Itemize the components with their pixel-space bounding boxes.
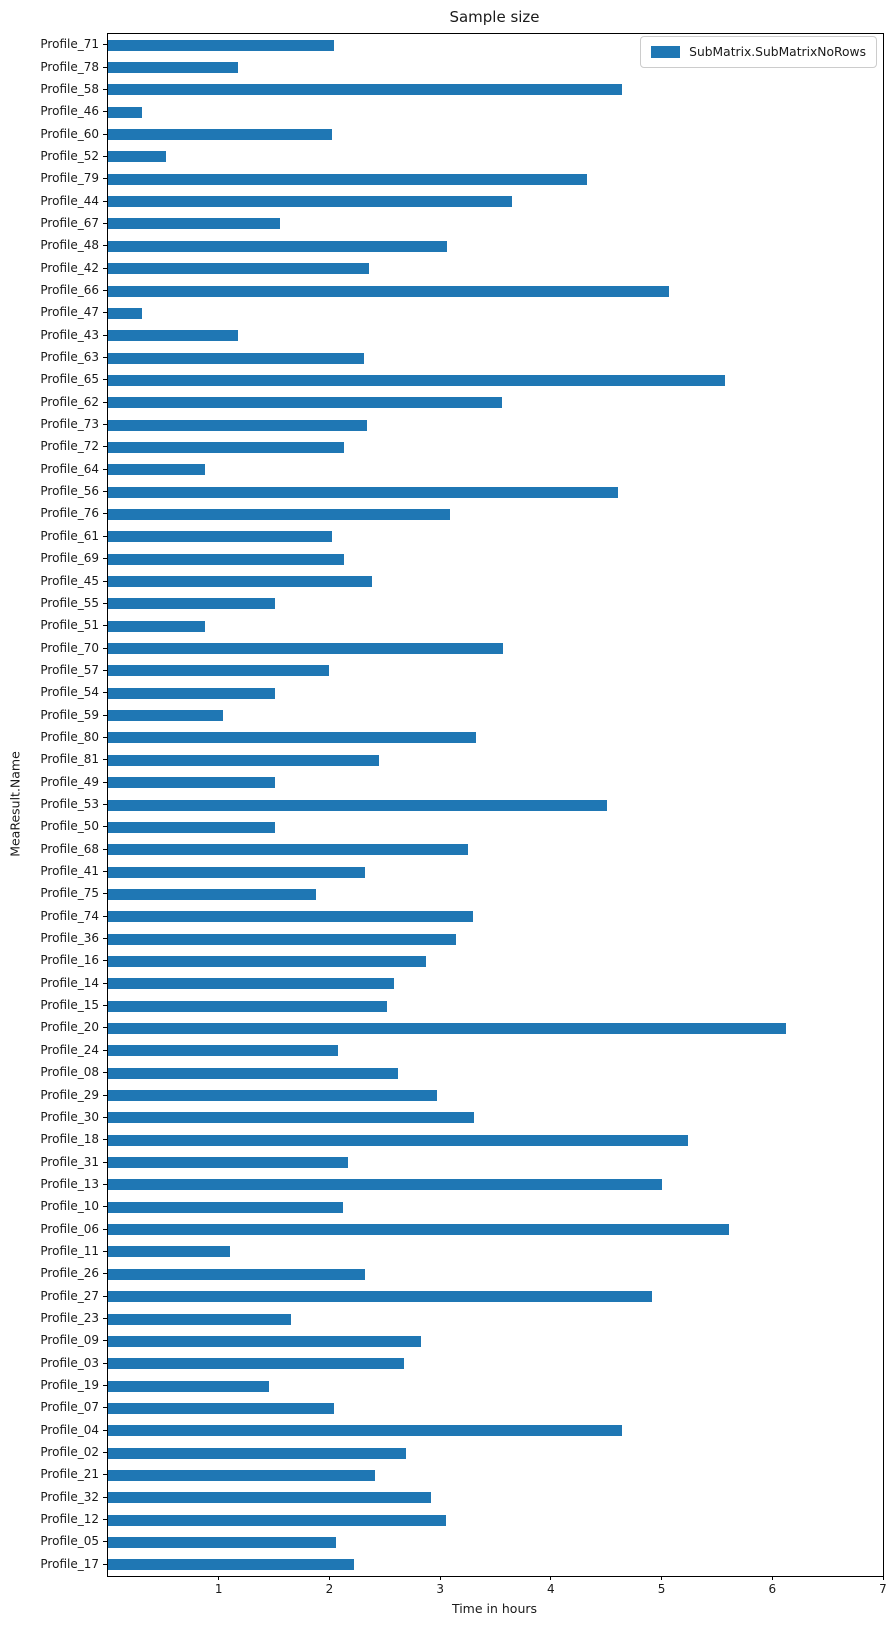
- bar: [108, 1515, 446, 1526]
- bar: [108, 755, 379, 766]
- y-tick-label: Profile_56: [40, 484, 99, 499]
- y-tick-label: Profile_41: [40, 864, 99, 879]
- y-tick-mark: [103, 983, 107, 984]
- y-tick-label: Profile_02: [40, 1445, 99, 1460]
- bar: [108, 800, 607, 811]
- bar: [108, 688, 275, 699]
- y-tick-label: Profile_30: [40, 1109, 99, 1124]
- y-tick-mark: [103, 893, 107, 894]
- y-tick-mark: [103, 603, 107, 604]
- y-tick-label: Profile_43: [40, 327, 99, 342]
- y-tick-mark: [103, 849, 107, 850]
- y-tick-label: Profile_13: [40, 1176, 99, 1191]
- y-tick-mark: [103, 469, 107, 470]
- x-tick-mark: [440, 1576, 441, 1580]
- y-tick-label: Profile_42: [40, 260, 99, 275]
- bar: [108, 867, 365, 878]
- bar: [108, 710, 223, 721]
- y-tick-label: Profile_62: [40, 394, 99, 409]
- y-tick-mark: [103, 1541, 107, 1542]
- bar: [108, 1090, 437, 1101]
- bar: [108, 1045, 338, 1056]
- y-tick-label: Profile_54: [40, 685, 99, 700]
- y-tick-label: Profile_17: [40, 1556, 99, 1571]
- y-tick-mark: [103, 67, 107, 68]
- y-tick-label: Profile_50: [40, 819, 99, 834]
- y-tick-mark: [103, 245, 107, 246]
- bar: [108, 1336, 421, 1347]
- bar: [108, 62, 238, 73]
- y-tick-mark: [103, 737, 107, 738]
- bar: [108, 286, 669, 297]
- y-tick-label: Profile_79: [40, 171, 99, 186]
- bar: [108, 1224, 729, 1235]
- bar: [108, 889, 316, 900]
- bar: [108, 464, 205, 475]
- bar: [108, 598, 275, 609]
- bar: [108, 1559, 354, 1570]
- y-tick-mark: [103, 1497, 107, 1498]
- y-tick-label: Profile_09: [40, 1333, 99, 1348]
- y-tick-label: Profile_11: [40, 1243, 99, 1258]
- x-tick-mark: [883, 1576, 884, 1580]
- y-tick-mark: [103, 558, 107, 559]
- y-tick-mark: [103, 111, 107, 112]
- y-tick-mark: [103, 1117, 107, 1118]
- bar: [108, 1246, 230, 1257]
- y-tick-mark: [103, 491, 107, 492]
- x-tick-label: 1: [214, 1582, 223, 1596]
- bar: [108, 621, 205, 632]
- y-tick-mark: [103, 134, 107, 135]
- x-tick-mark: [550, 1576, 551, 1580]
- y-tick-mark: [103, 290, 107, 291]
- bar: [108, 911, 473, 922]
- y-tick-label: Profile_70: [40, 640, 99, 655]
- y-tick-mark: [103, 513, 107, 514]
- y-tick-label: Profile_81: [40, 752, 99, 767]
- bar: [108, 822, 275, 833]
- bar: [108, 777, 275, 788]
- y-tick-mark: [103, 1363, 107, 1364]
- y-tick-mark: [103, 156, 107, 157]
- bar: [108, 84, 622, 95]
- bar: [108, 1179, 662, 1190]
- y-tick-label: Profile_27: [40, 1288, 99, 1303]
- x-tick-mark: [772, 1576, 773, 1580]
- y-tick-mark: [103, 1027, 107, 1028]
- y-tick-label: Profile_18: [40, 1132, 99, 1147]
- y-tick-mark: [103, 625, 107, 626]
- y-tick-label: Profile_80: [40, 729, 99, 744]
- bar: [108, 1492, 431, 1503]
- bar: [108, 1068, 398, 1079]
- bar: [108, 1381, 269, 1392]
- y-tick-mark: [103, 1206, 107, 1207]
- y-tick-mark: [103, 1251, 107, 1252]
- y-tick-mark: [103, 201, 107, 202]
- y-tick-label: Profile_61: [40, 528, 99, 543]
- bar: [108, 129, 332, 140]
- bar: [108, 1001, 387, 1012]
- bar: [108, 554, 344, 565]
- legend-swatch: [651, 46, 680, 58]
- y-axis-label: MeaResult.Name: [7, 751, 23, 857]
- y-tick-mark: [103, 759, 107, 760]
- bar: [108, 1448, 406, 1459]
- y-tick-label: Profile_15: [40, 998, 99, 1013]
- y-tick-label: Profile_67: [40, 215, 99, 230]
- legend-label: SubMatrix.SubMatrixNoRows: [689, 45, 866, 59]
- y-tick-mark: [103, 916, 107, 917]
- y-tick-mark: [103, 648, 107, 649]
- y-tick-mark: [103, 782, 107, 783]
- y-tick-label: Profile_66: [40, 283, 99, 297]
- y-tick-mark: [103, 1072, 107, 1073]
- y-tick-mark: [103, 178, 107, 179]
- bar: [108, 375, 725, 386]
- x-tick-label: 2: [325, 1582, 334, 1596]
- y-tick-mark: [103, 446, 107, 447]
- y-tick-label: Profile_20: [40, 1020, 99, 1035]
- bar: [108, 1157, 348, 1168]
- y-tick-mark: [103, 312, 107, 313]
- plot-area: [107, 33, 884, 1577]
- y-tick-label: Profile_19: [40, 1378, 99, 1393]
- bar: [108, 732, 476, 743]
- y-tick-mark: [103, 871, 107, 872]
- y-tick-mark: [103, 826, 107, 827]
- y-tick-label: Profile_71: [40, 37, 99, 52]
- bar: [108, 956, 426, 967]
- y-tick-label: Profile_60: [40, 126, 99, 141]
- y-tick-label: Profile_69: [40, 551, 99, 566]
- y-tick-mark: [103, 1430, 107, 1431]
- y-tick-label: Profile_53: [40, 797, 99, 811]
- bar: [108, 330, 238, 341]
- bar: [108, 308, 142, 319]
- y-tick-mark: [103, 804, 107, 805]
- y-tick-mark: [103, 960, 107, 961]
- x-tick-label: 3: [436, 1582, 444, 1596]
- y-tick-mark: [103, 335, 107, 336]
- y-tick-mark: [103, 1385, 107, 1386]
- y-tick-mark: [103, 1184, 107, 1185]
- y-tick-mark: [103, 1474, 107, 1475]
- y-tick-label: Profile_68: [40, 841, 99, 856]
- y-tick-label: Profile_36: [40, 931, 99, 946]
- y-tick-label: Profile_44: [40, 193, 99, 208]
- bar: [108, 420, 367, 431]
- bar: [108, 1425, 622, 1436]
- y-tick-mark: [103, 1005, 107, 1006]
- y-tick-label: Profile_12: [40, 1512, 99, 1527]
- y-tick-mark: [103, 379, 107, 380]
- y-tick-mark: [103, 1564, 107, 1565]
- y-tick-label: Profile_14: [40, 975, 99, 990]
- y-tick-mark: [103, 1139, 107, 1140]
- bar: [108, 978, 394, 989]
- y-tick-mark: [103, 1162, 107, 1163]
- y-tick-mark: [103, 1519, 107, 1520]
- y-tick-label: Profile_75: [40, 886, 99, 901]
- y-tick-label: Profile_05: [40, 1534, 99, 1549]
- y-tick-mark: [103, 357, 107, 358]
- bar: [108, 1135, 688, 1146]
- y-tick-mark: [103, 1050, 107, 1051]
- bar: [108, 174, 587, 185]
- x-tick-mark: [661, 1576, 662, 1580]
- x-tick-label: 5: [657, 1582, 666, 1596]
- bar: [108, 151, 166, 162]
- bar: [108, 107, 142, 118]
- y-tick-label: Profile_49: [40, 774, 99, 789]
- y-tick-mark: [103, 670, 107, 671]
- x-axis-label: Time in hours: [451, 1601, 538, 1616]
- y-tick-mark: [103, 268, 107, 269]
- y-tick-label: Profile_04: [40, 1422, 99, 1437]
- legend: [640, 36, 877, 68]
- y-tick-mark: [103, 1229, 107, 1230]
- y-tick-label: Profile_32: [40, 1489, 99, 1504]
- bar: [108, 665, 329, 676]
- y-tick-label: Profile_24: [40, 1042, 99, 1057]
- y-tick-label: Profile_55: [40, 595, 99, 610]
- x-tick-mark: [218, 1576, 219, 1580]
- y-tick-label: Profile_47: [40, 305, 99, 320]
- bar: [108, 397, 502, 408]
- y-tick-label: Profile_48: [40, 238, 99, 253]
- bar: [108, 844, 468, 855]
- y-tick-mark: [103, 1452, 107, 1453]
- y-tick-mark: [103, 1296, 107, 1297]
- bar: [108, 353, 364, 364]
- x-tick-label: 4: [547, 1582, 555, 1596]
- y-tick-label: Profile_63: [40, 350, 99, 365]
- x-tick-mark: [329, 1576, 330, 1580]
- bar: [108, 1112, 474, 1123]
- y-tick-label: Profile_76: [40, 506, 99, 521]
- y-tick-label: Profile_59: [40, 707, 99, 722]
- y-tick-mark: [103, 692, 107, 693]
- y-tick-label: Profile_46: [40, 104, 99, 119]
- y-tick-label: Profile_10: [40, 1199, 99, 1214]
- y-tick-mark: [103, 715, 107, 716]
- y-tick-label: Profile_21: [40, 1467, 99, 1482]
- bar: [108, 263, 369, 274]
- y-tick-label: Profile_23: [40, 1311, 99, 1325]
- chart-title: Sample size: [449, 8, 540, 26]
- y-tick-label: Profile_74: [40, 908, 99, 923]
- y-tick-mark: [103, 1340, 107, 1341]
- bar: [108, 509, 450, 520]
- bar: [108, 1403, 334, 1414]
- y-tick-label: Profile_26: [40, 1266, 99, 1281]
- bar: [108, 643, 503, 654]
- bar: [108, 241, 447, 252]
- y-tick-label: Profile_57: [40, 662, 99, 677]
- y-tick-label: Profile_03: [40, 1355, 99, 1370]
- y-tick-label: Profile_73: [40, 417, 99, 432]
- y-tick-label: Profile_78: [40, 59, 99, 74]
- y-tick-mark: [103, 1095, 107, 1096]
- y-tick-mark: [103, 938, 107, 939]
- y-tick-label: Profile_45: [40, 573, 99, 588]
- bar: [108, 1314, 291, 1325]
- y-tick-label: Profile_64: [40, 461, 99, 476]
- bar: [108, 442, 344, 453]
- bar: [108, 531, 332, 542]
- x-tick-label: 6: [768, 1582, 777, 1596]
- y-tick-mark: [103, 581, 107, 582]
- y-tick-mark: [103, 1318, 107, 1319]
- bar: [108, 487, 618, 498]
- y-tick-label: Profile_16: [40, 953, 99, 968]
- bar: [108, 1291, 652, 1302]
- y-tick-label: Profile_31: [40, 1154, 99, 1169]
- y-tick-label: Profile_65: [40, 372, 99, 387]
- y-tick-mark: [103, 1407, 107, 1408]
- y-tick-label: Profile_72: [40, 439, 99, 454]
- x-tick-label: 7: [879, 1582, 887, 1596]
- bar: [108, 218, 280, 229]
- y-tick-label: Profile_52: [40, 148, 99, 163]
- bar: [108, 934, 456, 945]
- bar: [108, 1358, 404, 1369]
- y-tick-label: Profile_29: [40, 1087, 99, 1102]
- y-tick-mark: [103, 89, 107, 90]
- y-tick-mark: [103, 44, 107, 45]
- y-tick-mark: [103, 402, 107, 403]
- bar: [108, 1023, 786, 1034]
- y-tick-label: Profile_08: [40, 1065, 99, 1080]
- y-tick-label: Profile_06: [40, 1221, 99, 1236]
- y-tick-label: Profile_07: [40, 1400, 99, 1415]
- bar: [108, 1202, 343, 1213]
- y-tick-mark: [103, 424, 107, 425]
- bar: [108, 1537, 336, 1548]
- y-tick-mark: [103, 536, 107, 537]
- y-tick-mark: [103, 223, 107, 224]
- y-tick-label: Profile_51: [40, 618, 99, 633]
- bar: [108, 196, 512, 207]
- bar: [108, 1470, 375, 1481]
- y-tick-label: Profile_58: [40, 81, 99, 96]
- bar: [108, 1269, 365, 1280]
- bar: [108, 576, 372, 587]
- y-tick-mark: [103, 1273, 107, 1274]
- bar: [108, 40, 334, 51]
